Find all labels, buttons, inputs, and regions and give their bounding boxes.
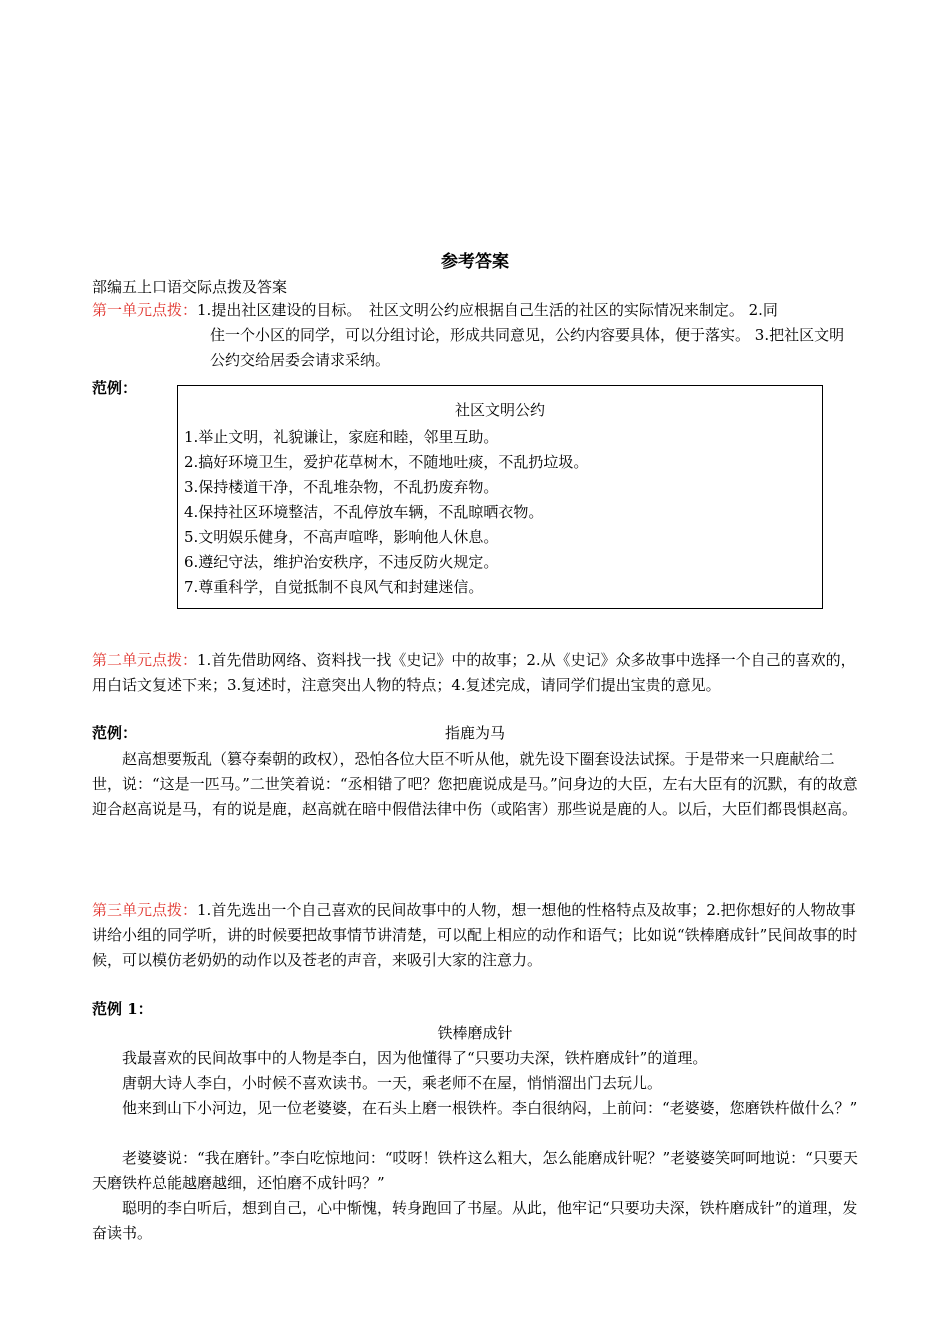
unit2-label: 第二单元点拨： [92, 651, 198, 669]
unit1-guidance [92, 298, 858, 323]
unit1-label: 第一单元点拨： [92, 301, 198, 319]
unit2-text: 1.首先借助网络、资料找一找《史记》中的故事；2.从《史记》众多故事中选择一个自己的喜欢的，用白话文复述下来；3.复述时，注意突出人物的特点；4.复述完成，请同学们提出宝贵的意见。 [92, 651, 856, 694]
unit3-example-label: 范例 1： [92, 1000, 153, 1018]
convention-item: 7.尊重科学，自觉抵制不良风气和封建迷信。 [184, 578, 484, 596]
convention-item: 2.搞好环境卫生，爱护花草树木，不随地吐痰，不乱扔垃圾。 [184, 453, 589, 471]
unit1-text-rest: 住一个小区的同学，可以分组讨论，形成共同意见，公约内容要具体，便于落实。 3.把社区文明公约交给居委会请求采纳。 [210, 326, 845, 369]
unit1-text-first: 1.提出社区建设的目标。 社区文明公约应根据自己生活的社区的实际情况来制定。 2.同 [197, 301, 778, 319]
page-subtitle: 部编五上口语交际点拨及答案 [92, 278, 288, 296]
unit2-guidance [92, 648, 858, 698]
convention-item: 4.保持社区环境整洁，不乱停放车辆，不乱晾晒衣物。 [184, 503, 544, 521]
unit2-story-paragraph: 赵高想要叛乱（篡夺秦朝的政权），恐怕各位大臣不听从他，就先设下圈套设法试探。于是带来一只鹿献给二世，说：“这是一匹马。”二世笑着说：“丞相错了吧？您把鹿说成是马。”问身边的大臣，左右大臣有的沉默，有的故意迎合赵高说是马，有的说是鹿，赵高就在暗中假借法律中伤（或陷害）那些说是鹿的人。以后，大臣们都畏惧赵高。 [92, 750, 858, 818]
unit1-example-label: 范例： [92, 379, 138, 397]
unit3-story-paragraph: 我最喜欢的民间故事中的人物是李白，因为他懂得了“只要功夫深，铁杵磨成针”的道理。 [122, 1049, 708, 1067]
convention-item: 5.文明娱乐健身，不高声喧哗，影响他人休息。 [184, 528, 499, 546]
community-convention-box [177, 385, 823, 609]
unit3-story-title: 铁棒磨成针 [437, 1024, 513, 1042]
convention-item: 6.遵纪守法，维护治安秩序，不违反防火规定。 [184, 553, 499, 571]
unit3-text: 1.首先选出一个自己喜欢的民间故事中的人物，想一想他的性格特点及故事；2.把你想好的人物故事讲给小组的同学听，讲的时候要把故事情节讲清楚，可以配上相应的动作和语气；比如说“铁棒磨成针”民间故事的时候，可以模仿老奶奶的动作以及苍老的声音，来吸引大家的注意力。 [92, 901, 858, 969]
unit3-story-paragraph: 他来到山下小河边，见一位老婆婆，在石头上磨一根铁杵。李白很纳闷，上前问：“老婆婆，您磨铁杵做什么？” [122, 1099, 858, 1117]
unit3-story-paragraph: 老婆婆说：“我在磨针。”李白吃惊地问：“哎呀！铁杵这么粗大，怎么能磨成针呢？”老婆婆笑呵呵地说：“只要天天磨铁杵总能越磨越细，还怕磨不成针吗？” [92, 1149, 858, 1192]
unit2-story-title: 指鹿为马 [444, 724, 505, 742]
page-title: 参考答案 [441, 252, 509, 272]
unit2-example-label: 范例： [92, 724, 138, 742]
convention-item: 3.保持楼道干净，不乱堆杂物，不乱扔废弃物。 [184, 478, 499, 496]
convention-title: 社区文明公约 [454, 401, 545, 419]
unit3-label: 第三单元点拨： [92, 901, 198, 919]
unit3-story-paragraph: 聪明的李白听后，想到自己，心中惭愧，转身跑回了书屋。从此，他牢记“只要功夫深，铁杵磨成针”的道理，发奋读书。 [92, 1199, 858, 1242]
convention-list [184, 425, 816, 600]
unit3-guidance [92, 898, 858, 973]
convention-item: 1.举止文明，礼貌谦让，家庭和睦，邻里互助。 [184, 428, 499, 446]
unit3-story-paragraph: 唐朝大诗人李白，小时候不喜欢读书。一天，乘老师不在屋，悄悄溜出门去玩儿。 [122, 1074, 663, 1092]
